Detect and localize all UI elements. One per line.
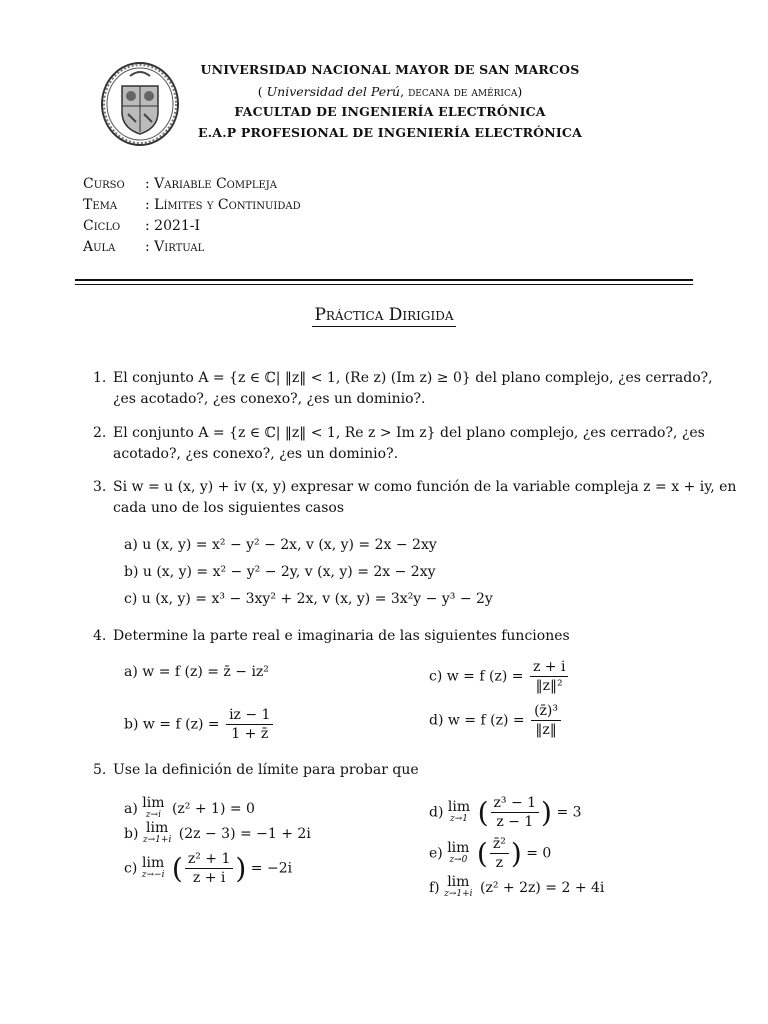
problem-5a: a) lim z→i (z² + 1) = 0 <box>124 795 255 820</box>
problem-3-number: 3. <box>93 479 107 495</box>
problem-4b: b) w = f (z) = $\frac{iz - 1}{1 + z̄}$ <box>124 706 275 743</box>
fraction: $\frac{\text{z̄²}}{z}$ <box>490 835 509 872</box>
fraction: $\frac{iz - 1}{1 + z̄}$ <box>226 706 273 743</box>
divider-thin <box>75 284 693 285</box>
limit-operator: lim z→1+i <box>142 820 172 845</box>
subtitle-rest: , decana de américa <box>400 84 518 99</box>
title-text: Práctica Dirigida <box>314 305 454 325</box>
problem-4d: d) w = f (z) = $\frac{\text{(z̄)³}}{‖z‖}$ <box>429 702 563 739</box>
school-name: E.A.P PROFESIONAL DE INGENIERÍA ELECTRÓNICA <box>198 125 582 140</box>
problem-4-number: 4. <box>93 628 107 644</box>
problem-3-line1: Si w = u (x, y) + iv (x, y) expresar w como función de la variable compleja z = x + iy, en <box>113 479 737 495</box>
problem-3-line2: cada uno de los siguientes casos <box>113 500 345 516</box>
fraction: $\frac{\text{z³ − 1}}{z - 1}$ <box>491 794 540 831</box>
limit-operator: lim z→1+i <box>444 874 473 899</box>
limit-operator: lim z→0 <box>447 839 470 865</box>
fraction: $\frac{z + i}{\text{‖z‖²}}$ <box>530 658 568 695</box>
fraction: $\frac{\text{z² + 1}}{z + i}$ <box>185 850 234 887</box>
problem-5c: c) lim z→−i ( $\frac{\text{z² + 1}}{z + i}$ ) = −2i <box>124 851 293 886</box>
limit-operator: lim z→1 <box>447 798 471 824</box>
problem-4-line1: Determine la parte real e imaginaria de las siguientes funciones <box>113 628 570 644</box>
problem-5-line1: Use la definición de límite para probar que <box>113 762 419 778</box>
subtitle-italic: Universidad del Perú <box>266 84 401 99</box>
university-name: UNIVERSIDAD NACIONAL MAYOR DE SAN MARCOS <box>200 62 580 77</box>
problem-4c: c) w = f (z) = $\frac{z + i}{\text{‖z‖²}}$ <box>429 658 570 695</box>
subtitle-close: ) <box>517 84 523 99</box>
problem-2-number: 2. <box>93 425 107 441</box>
limit-operator: lim z→−i <box>141 854 165 880</box>
problem-5b: b) lim z→1+i (2z − 3) = −1 + 2i <box>124 820 311 845</box>
divider-thick <box>75 279 693 281</box>
problem-1-number: 1. <box>93 370 107 386</box>
problem-5f: f) lim z→1+i (z² + 2z) = 2 + 4i <box>429 874 605 899</box>
university-subtitle <box>190 84 590 99</box>
problem-3c: c) u (x, y) = x³ − 3xy² + 2x, v (x, y) = 3x²y − y³ − 2y <box>124 591 493 607</box>
faculty-name: FACULTAD DE INGENIERÍA ELECTRÓNICA <box>234 104 546 119</box>
problem-5e: e) lim z→0 ( $\frac{\text{z̄²}}{z}$ ) = 0 <box>429 836 552 871</box>
limit-operator: lim z→i <box>142 795 165 820</box>
problem-3a: a) u (x, y) = x² − y² − 2x, v (x, y) = 2x − 2xy <box>124 537 437 553</box>
subtitle-open: ( <box>257 84 263 99</box>
problem-3b: b) u (x, y) = x² − y² − 2y, v (x, y) = 2x − 2xy <box>124 564 436 580</box>
problem-5d: d) lim z→1 ( $\frac{\text{z³ − 1}}{z - 1}$ ) = 3 <box>429 795 582 830</box>
problem-1-line2: ¿es acotado?, ¿es conexo?, ¿es un dominio?. <box>113 391 426 407</box>
problem-4a: a) w = f (z) = z̄ − iz² <box>124 664 269 680</box>
page-title <box>0 305 768 325</box>
problem-2-line2: acotado?, ¿es conexo?, ¿es un dominio?. <box>113 446 399 462</box>
problem-1-line1: El conjunto A = {z ∈ ℂ| ‖z‖ < 1, (Re z) (Im z) ≥ 0} del plano complejo, ¿es cerrado?, <box>113 370 713 386</box>
problem-2-line1: El conjunto A = {z ∈ ℂ| ‖z‖ < 1, Re z > Im z} del plano complejo, ¿es cerrado?, ¿es <box>113 425 705 441</box>
problem-5-number: 5. <box>93 762 107 778</box>
fraction: $\frac{\text{(z̄)³}}{‖z‖}$ <box>531 702 561 739</box>
university-seal <box>100 62 180 147</box>
